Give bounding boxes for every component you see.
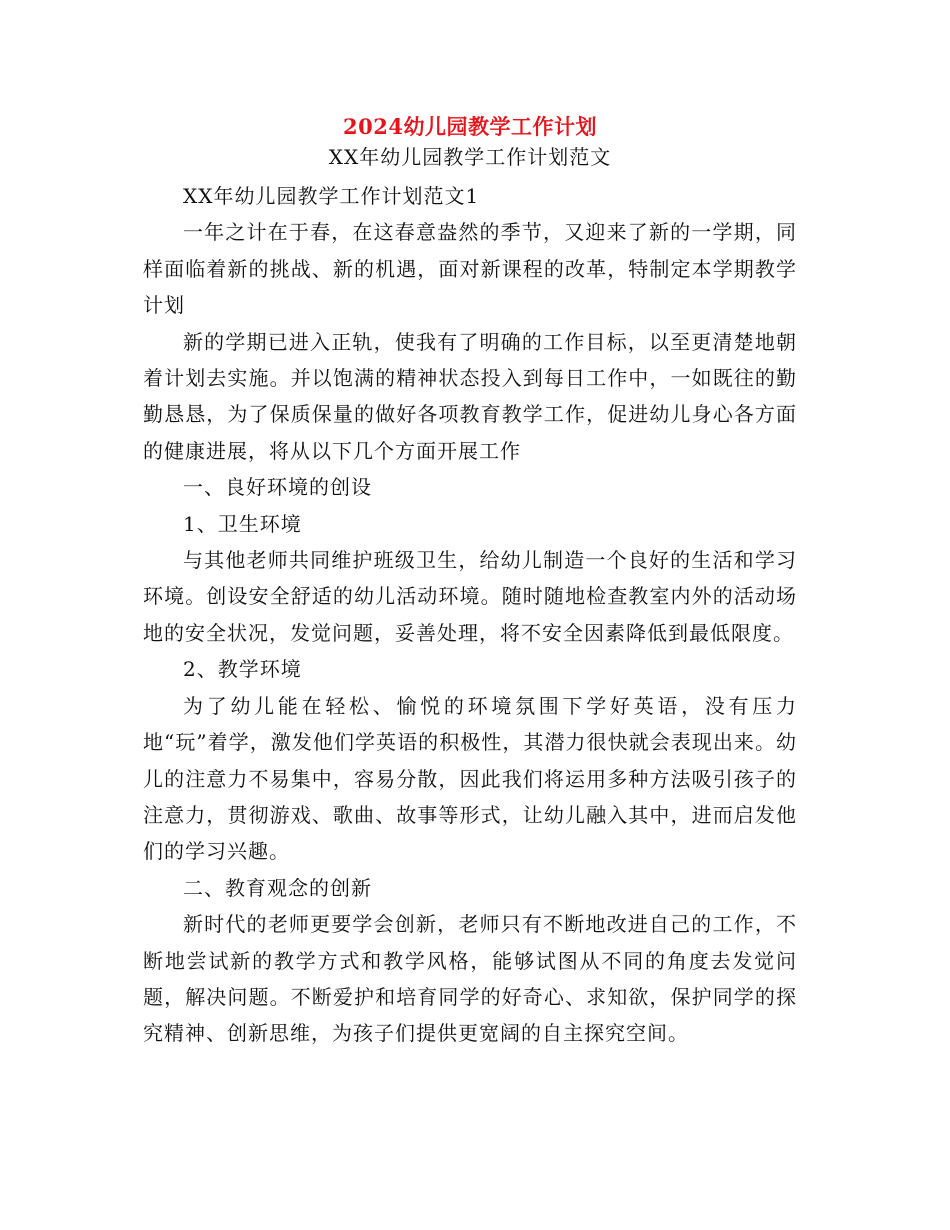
subsection-heading-teaching: 2、教学环境 <box>183 657 302 682</box>
paragraph-heading-example: XX年幼儿园教学工作计划范文1 <box>183 184 480 208</box>
paragraph-hygiene: 与其他老师共同维护班级卫生，给幼儿制造一个良好的生活和学习环境。创设安全舒适的幼儿活动环境。随时随地检查教室内外的活动场地的安全状况，发觉问题，妥善处理，将不安全因素降低到最低限度。 <box>143 548 797 645</box>
paragraph-innovation: 新时代的老师更要学会创新，老师只有不断地改进自己的工作，不断地尝试新的教学方式和教学风格，能够试图从不同的角度去发觉问题，解决问题。不断爱护和培育同学的好奇心、求知欲，保护同学的探究精神、创新思维，为孩子们提供更宽阔的自主探究空间。 <box>143 912 797 1046</box>
subsection-heading-hygiene: 1、卫生环境 <box>183 511 302 536</box>
paragraph-teaching: 为了幼儿能在轻松、愉悦的环境氛围下学好英语，没有压力地“玩”着学，激发他们学英语的积极性，其潜力很快就会表现出来。幼儿的注意力不易集中，容易分散，因此我们将运用多种方法吸引孩子的注意力，贯彻游戏、歌曲、故事等形式，让幼儿融入其中，进而启发他们的学习兴趣。 <box>143 693 797 864</box>
section-heading-environment: 一、良好环境的创设 <box>183 475 372 500</box>
paragraph-intro: 一年之计在于春，在这春意盎然的季节，又迎来了新的一学期，同样面临着新的挑战、新的机遇，面对新课程的改革，特制定本学期教学计划 <box>143 220 797 318</box>
document-body <box>143 112 797 1052</box>
document-subtitle: XX年幼儿园教学工作计划范文 <box>328 145 612 169</box>
document-title: 2024幼儿园教学工作计划 <box>343 114 597 139</box>
paragraph-goals: 新的学期已进入正轨，使我有了明确的工作目标，以至更清楚地朝着计划去实施。并以饱满的精神状态投入到每日工作中，一如既往的勤勤恳恳，为了保质保量的做好各项教育教学工作，促进幼儿身心各方面的健康进展，将从以下几个方面开展工作 <box>143 329 797 463</box>
section-heading-innovation: 二、教育观念的创新 <box>183 875 372 900</box>
